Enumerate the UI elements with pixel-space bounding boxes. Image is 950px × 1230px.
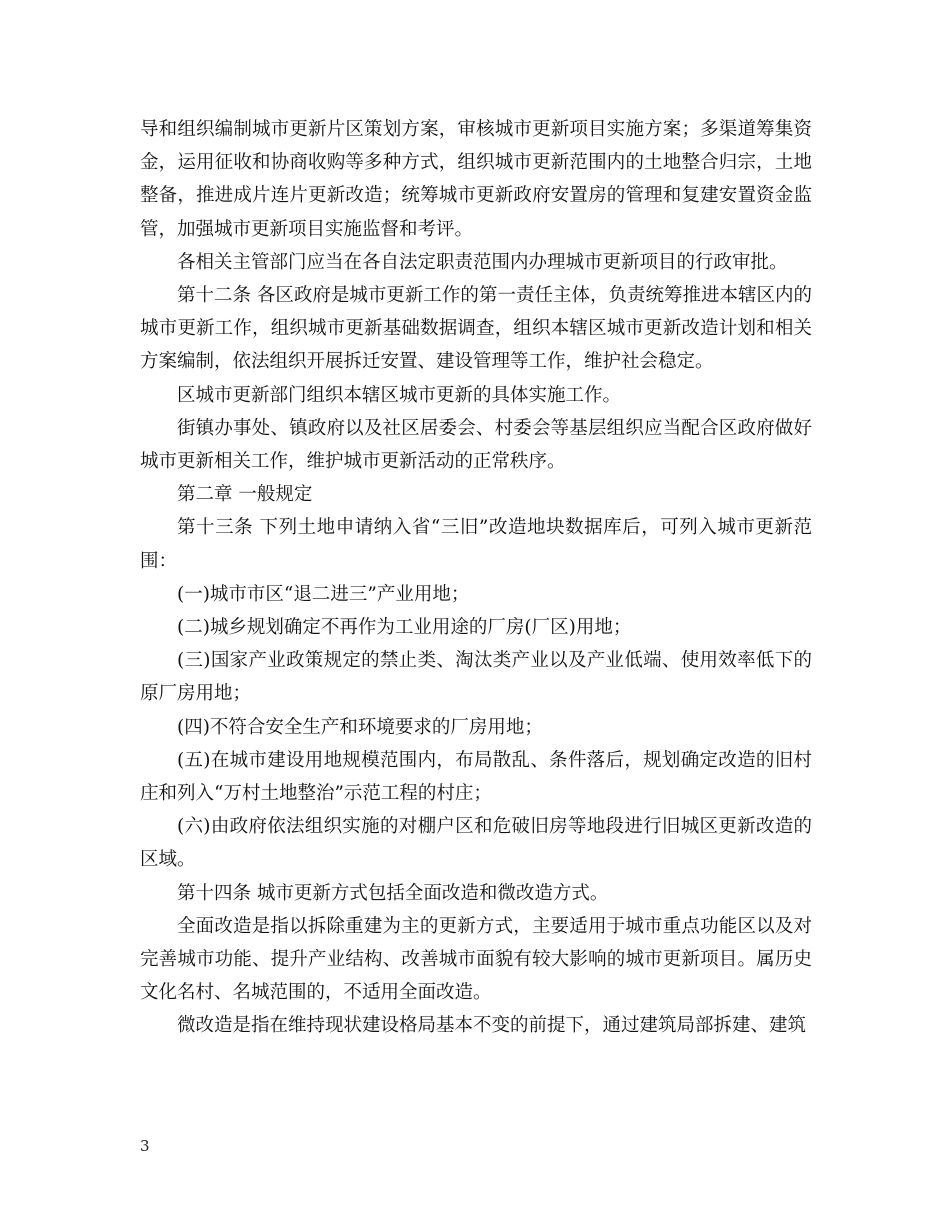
- list-item: (六)由政府依法组织实施的对棚户区和危破旧房等地段进行旧城区更新改造的区域。: [140, 816, 812, 871]
- list-item: (一)城市市区“退二进三”产业用地；: [177, 583, 470, 605]
- page-number: 3: [140, 1137, 150, 1155]
- paragraph: 第十四条 城市更新方式包括全面改造和微改造方式。: [177, 882, 609, 904]
- paragraph: 微改造是指在维持现状建设格局基本不变的前提下，通过建筑局部拆建、建筑: [177, 1015, 807, 1037]
- paragraph: 全面改造是指以拆除重建为主的更新方式，主要适用于城市重点功能区以及对完善城市功能、提升产业结构、改善城市面貌有较大影响的城市更新项目。属历史文化名村、名城范围的，不适用全面改造。: [140, 915, 812, 1004]
- list-item: (四)不符合安全生产和环境要求的厂房用地；: [177, 716, 543, 738]
- paragraph: 区城市更新部门组织本辖区城市更新的具体实施工作。: [177, 384, 622, 406]
- list-item: (五)在城市建设用地规模范围内，布局散乱、条件落后，规划确定改造的旧村庄和列入“万村土地整治”示范工程的村庄；: [140, 749, 812, 805]
- paragraph: 第十二条 各区政府是城市更新工作的第一责任主体，负责统筹推进本辖区内的城市更新工作，组织城市更新基础数据调查，组织本辖区城市更新改造计划和相关方案编制，依法组织开展拆迁安置、建设管理等工作，维护社会稳定。: [140, 285, 812, 373]
- document-body: [140, 113, 812, 1043]
- list-item: (二)城乡规划确定不再作为工业用途的厂房(厂区)用地；: [177, 617, 632, 639]
- list-item: (三)国家产业政策规定的禁止类、淘汰类产业以及产业低端、使用效率低下的原厂房用地；: [140, 650, 812, 705]
- chapter-heading: 第二章 一般规定: [177, 484, 313, 506]
- paragraph: 导和组织编制城市更新片区策划方案，审核城市更新项目实施方案；多渠道筹集资金，运用征收和协商收购等多种方式，组织城市更新范围内的土地整合归宗，土地整备，推进成片连片更新改造；统筹城市更新政府安置房的管理和复建安置资金监管，加强城市更新项目实施监督和考评。: [140, 119, 812, 240]
- paragraph: 各相关主管部门应当在各自法定职责范围内办理城市更新项目的行政审批。: [177, 251, 788, 273]
- paragraph: 街镇办事处、镇政府以及社区居委会、村委会等基层组织应当配合区政府做好城市更新相关工作，维护城市更新活动的正常秩序。: [140, 417, 812, 473]
- paragraph: 第十三条 下列土地申请纳入省“三旧”改造地块数据库后，可列入城市更新范围：: [140, 517, 812, 572]
